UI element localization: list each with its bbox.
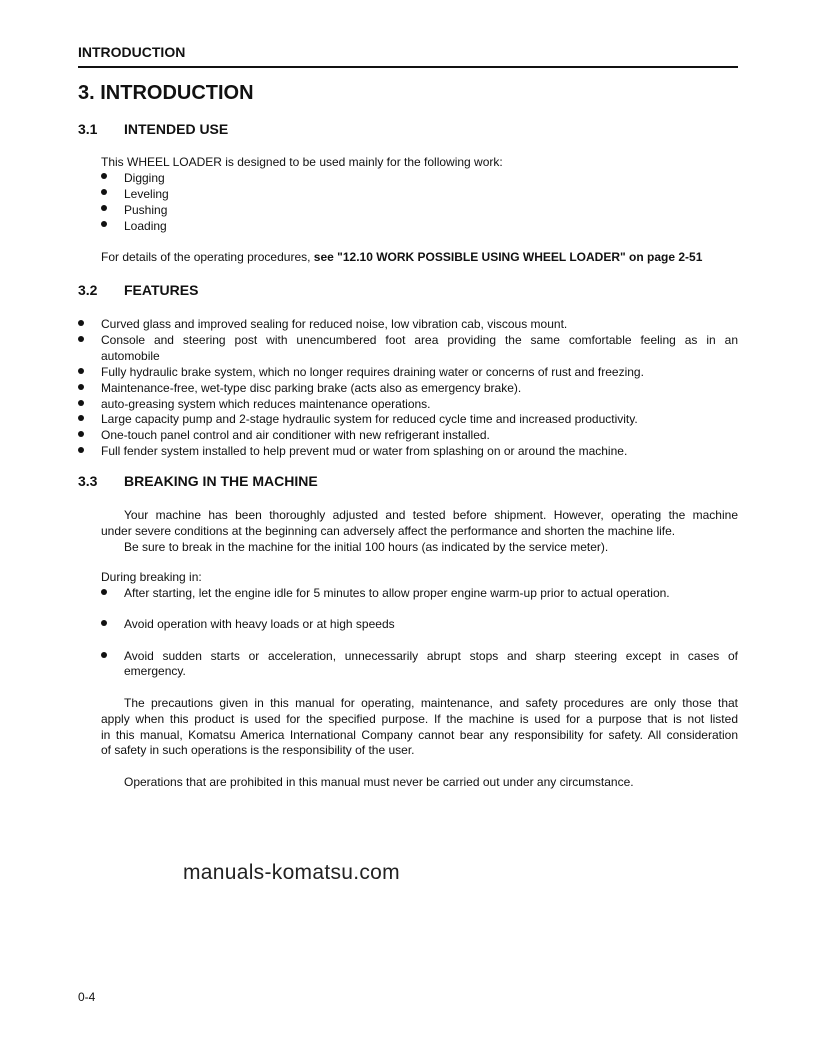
bullet-icon	[78, 447, 84, 453]
section-heading: BREAKING IN THE MACHINE	[124, 473, 318, 489]
bullet-icon	[101, 221, 107, 227]
header-rule	[78, 66, 738, 68]
paragraph-line: Be sure to break in the machine for the initial 100 hours (as indicated by the service meter).	[124, 540, 609, 554]
watermark: manuals-komatsu.com	[183, 861, 400, 884]
list-item: Avoid sudden starts or acceleration, unnecessarily abrupt stops and sharp steering except in cases of	[124, 649, 738, 663]
feature-item-continued: automobile	[101, 349, 160, 363]
feature-item: Full fender system installed to help prevent mud or water from splashing on or around the machine.	[101, 444, 628, 458]
paragraph: Operations that are prohibited in this manual must never be carried out under any circumstance.	[124, 775, 634, 789]
paragraph-line: Your machine has been thoroughly adjusted and tested before shipment. However, operating the machine	[124, 508, 738, 522]
page-number: 0-4	[78, 990, 96, 1004]
bullet-icon	[101, 652, 107, 658]
section-number: 3.2	[78, 282, 98, 298]
paragraph-line: The precautions given in this manual for operating, maintenance, and safety procedures are only those that	[124, 696, 738, 710]
reference-text: For details of the operating procedures,	[101, 250, 314, 264]
bullet-icon	[78, 336, 84, 342]
bullet-icon	[101, 205, 107, 211]
list-item: After starting, let the engine idle for 5 minutes to allow proper engine warm-up prior to actual operation.	[124, 586, 670, 600]
list-intro: During breaking in:	[101, 570, 202, 584]
bullet-icon	[101, 589, 107, 595]
feature-item: auto-greasing system which reduces maintenance operations.	[101, 397, 431, 411]
bullet-icon	[78, 400, 84, 406]
bullet-icon	[78, 431, 84, 437]
feature-item: Console and steering post with unencumbered foot area providing the same comfortable feeling as in an	[101, 333, 738, 347]
feature-item: Maintenance-free, wet-type disc parking brake (acts also as emergency brake).	[101, 381, 522, 395]
feature-item: Fully hydraulic brake system, which no longer requires draining water or concerns of rust and freezing.	[101, 365, 644, 379]
bullet-icon	[78, 320, 84, 326]
section-number: 3.3	[78, 473, 98, 489]
paragraph-line: apply when this product is used for the specified purpose. If the machine is used for a purpose that is not listed	[101, 712, 738, 726]
list-item: Digging	[124, 171, 165, 185]
section-number: 3.1	[78, 121, 98, 137]
paragraph-line: under severe conditions at the beginning can adversely affect the performance and shorten the machine life.	[101, 524, 676, 538]
list-item: Leveling	[124, 187, 169, 201]
bullet-icon	[101, 173, 107, 179]
bullet-icon	[101, 620, 107, 626]
section-heading: INTENDED USE	[124, 121, 229, 137]
cross-reference	[101, 249, 702, 265]
bullet-icon	[78, 368, 84, 374]
list-item: Loading	[124, 219, 167, 233]
list-item: Avoid operation with heavy loads or at high speeds	[124, 617, 395, 631]
paragraph-line: in this manual, Komatsu America International Company cannot bear any responsibility for safety. All consideration	[101, 728, 738, 742]
list-item-continued: emergency.	[124, 664, 186, 678]
bullet-icon	[78, 384, 84, 390]
page-title: 3. INTRODUCTION	[78, 82, 254, 104]
reference-link[interactable]: see "12.10 WORK POSSIBLE USING WHEEL LOADER" on page 2-51	[313, 250, 703, 264]
section-heading: FEATURES	[124, 282, 199, 298]
running-header: INTRODUCTION	[78, 44, 186, 60]
paragraph: This WHEEL LOADER is designed to be used mainly for the following work:	[101, 155, 503, 169]
bullet-icon	[101, 189, 107, 195]
feature-item: Curved glass and improved sealing for reduced noise, low vibration cab, viscous mount.	[101, 317, 568, 331]
feature-item: One-touch panel control and air conditioner with new refrigerant installed.	[101, 428, 490, 442]
feature-item: Large capacity pump and 2-stage hydraulic system for reduced cycle time and increased productivity.	[101, 412, 638, 426]
bullet-icon	[78, 415, 84, 421]
list-item: Pushing	[124, 203, 168, 217]
paragraph-line: of safety in such operations is the responsibility of the user.	[101, 743, 415, 757]
